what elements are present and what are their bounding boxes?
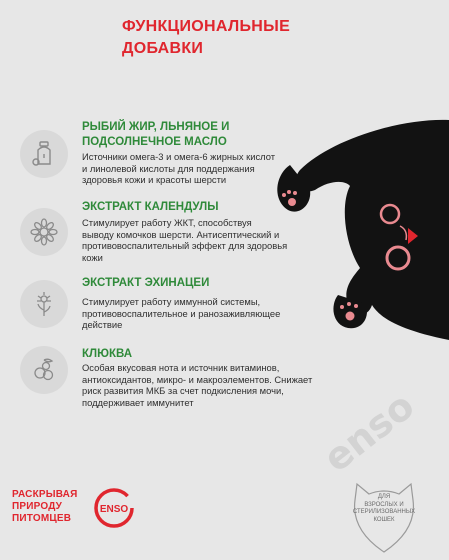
feature-desc-line: Особая вкусовая нота и источник витаминов, (82, 362, 280, 373)
badge-line: КОШЕК (373, 516, 395, 523)
tagline-line: ПРИРОДУ (12, 501, 63, 512)
paw-toe (354, 304, 358, 308)
paw-toe (287, 190, 291, 194)
feature-title-line: ЭКСТРАКТ КАЛЕНДУЛЫ (82, 201, 219, 213)
feature-desc-line: Источники омега-3 и омега-6 жирных кислот (82, 151, 276, 162)
feature-desc-line: и линолевой кислоты для поддержания (82, 162, 255, 174)
title-line-1: ФУНКЦИОНАЛЬНЫЕ (122, 18, 291, 35)
cranberry-icon (20, 346, 68, 394)
enso-logo-icon (94, 488, 134, 528)
badge-line: СТЕРИЛИЗОВАННЫХ (352, 509, 416, 515)
badge-text (349, 494, 419, 524)
feature-description (82, 151, 307, 186)
feature-title-line: ЭКСТРАКТ ЭХИНАЦЕИ (82, 277, 210, 289)
oil-bottle-icon (20, 130, 68, 178)
feature-title (82, 200, 302, 215)
echinacea-flower-icon (20, 280, 68, 328)
paw-toe (282, 193, 286, 197)
logo-text: ENSO (99, 504, 129, 515)
feature-desc-line: противовоспалительное и ранозаживляющее (82, 307, 281, 319)
feature-title (82, 120, 302, 150)
feature-desc-line: риск развития МКБ за счет подкисления мочи, (82, 385, 284, 397)
feature-description (82, 217, 307, 263)
feature-title-line: ПОДСОЛНЕЧНОЕ МАСЛО (82, 136, 227, 148)
feature-title-line: КЛЮКВА (82, 348, 133, 360)
brand-watermark: enso (315, 383, 423, 481)
feature-title (82, 276, 302, 291)
cat-pupil (389, 210, 395, 216)
paw-toe (293, 191, 297, 195)
brand-tagline (12, 489, 77, 525)
paw-pad (346, 312, 355, 321)
badge-line: ДЛЯ (377, 494, 391, 500)
feature-desc-line: кожи (82, 251, 103, 263)
tagline-line: РАСКРЫВАЯ (12, 489, 78, 500)
feature-desc-line: Стимулирует работу иммунной системы, (82, 296, 261, 307)
calendula-flower-icon (20, 208, 68, 256)
feature-desc-line: антиоксидантов, микро- и макроэлементов. Снижает (82, 373, 313, 385)
feature-desc-line: поддерживает иммунитет (82, 396, 194, 408)
title-line-2: ДОБАВКИ (122, 40, 204, 57)
feature-desc-line: здоровья кожи и красоты шерсти (82, 174, 227, 186)
feature-description (82, 296, 307, 331)
feature-title (82, 347, 302, 362)
paw-toe (340, 305, 344, 309)
feature-title-line: РЫБИЙ ЖИР, ЛЬНЯНОЕ И (82, 121, 230, 133)
feature-desc-line: Стимулирует работу ЖКТ, способствуя (82, 217, 252, 228)
feature-description (82, 362, 342, 408)
cat-body (296, 120, 449, 340)
feature-desc-line: противовоспалительный эффект для здоровья (82, 240, 288, 252)
paw-toe (347, 302, 351, 306)
feature-desc-line: выводу комочков шерсти. Антисептический и (82, 228, 280, 240)
feature-desc-line: действие (82, 319, 123, 331)
tagline-line: ПИТОМЦЕВ (12, 513, 72, 524)
badge-line: ВЗРОСЛЫХ И (364, 501, 404, 508)
